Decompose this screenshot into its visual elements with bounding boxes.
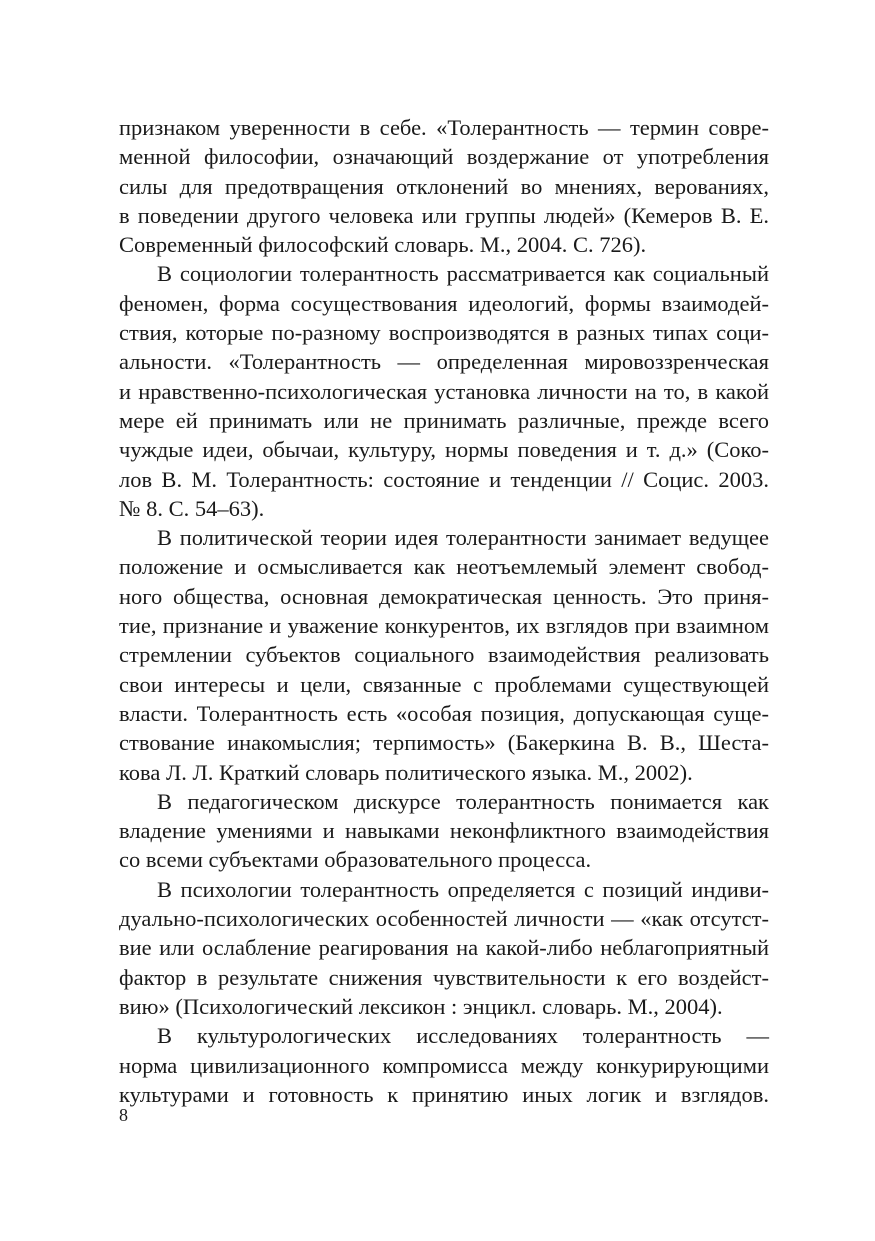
text-line: ного общества, основная демократическая ценность. Это приня- [119, 583, 769, 609]
paragraph [119, 523, 769, 787]
text-line: ствование инакомыслия; терпимость» (Бакеркина В. В., Шеста- [119, 730, 769, 756]
page-body [119, 113, 769, 1109]
text-line: норма цивилизационного компромисса между конкурирующими [119, 1052, 769, 1078]
text-line: в поведении другого человека или группы людей» (Кемеров В. Е. [119, 202, 769, 228]
text-line: В психологии толерантность определяется с позиций индиви- [157, 876, 769, 902]
text-line: фактор в результате снижения чувствительности к его воздейст- [119, 964, 769, 990]
text-line: кова Л. Л. Краткий словарь политического языка. М., 2002). [119, 759, 693, 785]
text-line: тие, признание и уважение конкурентов, их взглядов при взаимном [119, 613, 769, 639]
text-line: ствия, которые по-разному воспроизводятся в разных типах соци- [119, 320, 769, 346]
text-line: № 8. С. 54–63). [119, 495, 265, 521]
text-line: и нравственно-психологическая установка личности на то, в какой [119, 378, 769, 404]
text-line: В социологии толерантность рассматривается как социальный [157, 261, 769, 287]
text-line: феномен, форма сосуществования идеологий, формы взаимодей- [119, 290, 769, 316]
text-line: лов В. М. Толерантность: состояние и тенденции // Социс. 2003. [119, 466, 769, 492]
text-line: со всеми субъектами образовательного процесса. [119, 847, 592, 873]
text-line: мере ей принимать или не принимать различные, прежде всего [119, 407, 769, 433]
paragraph [119, 259, 769, 523]
paragraph [119, 875, 769, 1021]
page-number: 8 [119, 1105, 128, 1125]
text-line: владение умениями и навыками неконфликтного взаимодействия [119, 818, 769, 844]
text-line: положение и осмысливается как неотъемлемый элемент свобод- [119, 554, 769, 580]
text-line: дуально-психологических особенностей личности — «как отсутст- [119, 906, 769, 932]
text-line: вие или ослабление реагирования на какой-либо неблагоприятный [119, 935, 769, 961]
text-line: менной философии, означающий воздержание от употребления [119, 144, 769, 170]
text-line: чуждые идеи, обычаи, культуру, нормы поведения и т. д.» (Соко- [119, 437, 769, 463]
text-line: свои интересы и цели, связанные с проблемами существующей [119, 671, 769, 697]
text-line: Современный философский словарь. М., 2004. С. 726). [119, 232, 647, 258]
text-line: признаком уверенности в себе. «Толерантность — термин совре- [119, 115, 769, 140]
text-line: альности. «Толерантность — определенная мировоззренческая [119, 349, 769, 375]
text-line: В педагогическом дискурсе толерантность понимается как [157, 788, 769, 814]
text-line: В политической теории идея толерантности занимает ведущее [157, 525, 769, 551]
text-line: силы для предотвращения отклонений во мнениях, верованиях, [119, 173, 769, 199]
paragraph [119, 113, 769, 259]
text-line: культурами и готовность к принятию иных логик и взглядов. [119, 1081, 769, 1107]
text-line: В культурологических исследованиях толерантность — [157, 1023, 769, 1049]
paragraph [119, 787, 769, 875]
text-line: стремлении субъектов социального взаимодействия реализовать [119, 642, 769, 668]
paragraph [119, 1021, 769, 1109]
text-line: вию» (Психологический лексикон : энцикл. словарь. М., 2004). [119, 993, 723, 1019]
text-line: власти. Толерантность есть «особая позиция, допускающая суще- [119, 700, 769, 726]
